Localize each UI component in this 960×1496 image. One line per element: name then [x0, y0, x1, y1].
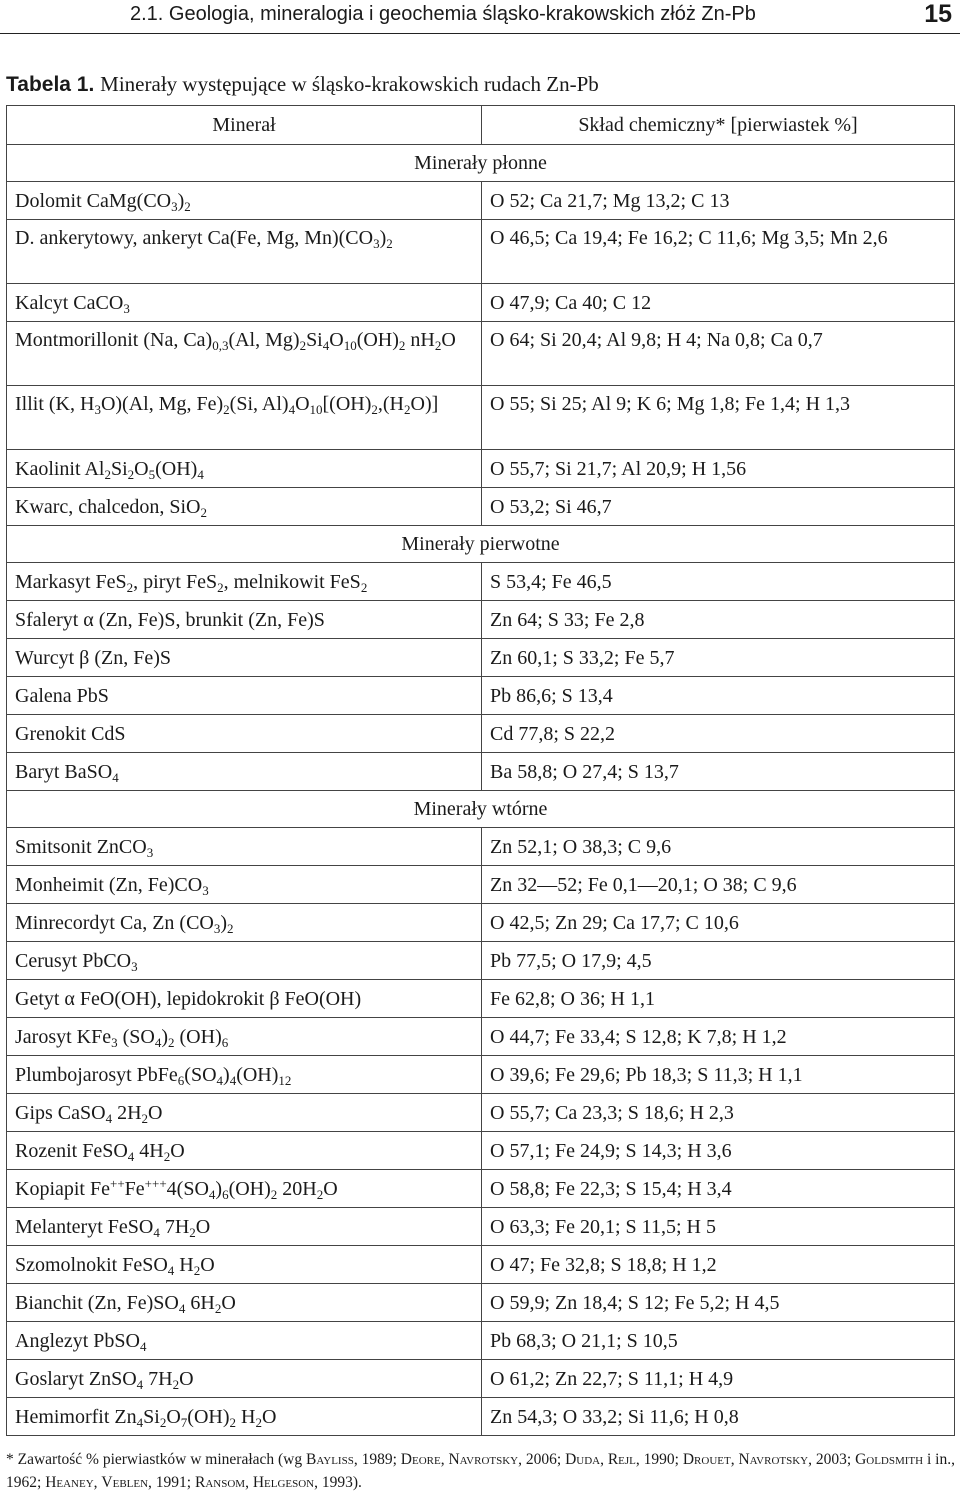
table-header-row	[7, 106, 955, 145]
table-row	[7, 866, 955, 904]
section-row	[7, 791, 955, 828]
table-row	[7, 904, 955, 942]
composition-cell: O 59,9; Zn 18,4; S 12; Fe 5,2; H 4,5	[482, 1284, 955, 1322]
table-label: Tabela 1.	[6, 73, 95, 96]
composition-cell: O 53,2; Si 46,7	[482, 488, 955, 526]
composition-cell: Pb 68,3; O 21,1; S 10,5	[482, 1322, 955, 1360]
table-row	[7, 828, 955, 866]
table-row	[7, 488, 955, 526]
mineral-cell: Bianchit (Zn, $Fe)SO_4$ $6H_2O$	[7, 1284, 482, 1322]
mineral-cell: Anglezyt PbSO$_4$	[7, 1322, 482, 1360]
composition-cell: O 57,1; Fe 24,9; S 14,3; H 3,6	[482, 1132, 955, 1170]
composition-cell: O 55,7; Si 21,7; Al 20,9; H 1,56	[482, 450, 955, 488]
mineral-cell: Melanteryt FeSO$_4$ $7H_2O$	[7, 1208, 482, 1246]
composition-cell: O 47; Fe 32,8; S 18,8; H 1,2	[482, 1246, 955, 1284]
table-title: Minerały występujące w śląsko-krakowskich rudach Zn-Pb	[100, 72, 599, 96]
table-caption	[6, 72, 599, 97]
table-row	[7, 1360, 955, 1398]
composition-cell: O 64; Si 20,4; Al 9,8; H 4; Na 0,8; Ca 0,7	[482, 322, 955, 386]
table-row	[7, 639, 955, 677]
composition-cell: Pb 86,6; S 13,4	[482, 677, 955, 715]
composition-cell: O 44,7; Fe 33,4; S 12,8; K 7,8; H 1,2	[482, 1018, 955, 1056]
mineral-cell: Minrecordyt Ca, Zn $(CO_3)_2$	[7, 904, 482, 942]
table-row	[7, 677, 955, 715]
mineral-cell: Cerusyt PbCO$_3$	[7, 942, 482, 980]
composition-cell: Fe 62,8; O 36; H 1,1	[482, 980, 955, 1018]
mineral-cell: Sfaleryt α (Zn, Fe)S, brunkit (Zn, Fe)S	[7, 601, 482, 639]
mineral-cell: Illit (K, $H_3O)(Al$, Mg, $Fe)_2(Si$, $Al)_4O_{10}[(OH)_2,(H_2O)]$	[7, 386, 482, 450]
section-heading: Minerały wtórne	[7, 791, 955, 828]
mineral-cell: Montmorillonit (Na, $Ca)_{0,3}(Al$, $Mg)_2Si_4O_{10}(OH)_2$ $nH_2O$	[7, 322, 482, 386]
composition-cell: O 42,5; Zn 29; Ca 17,7; C 10,6	[482, 904, 955, 942]
column-header-mineral: Minerał	[7, 106, 482, 145]
table-row	[7, 322, 955, 386]
table-row	[7, 563, 955, 601]
table-row	[7, 220, 955, 284]
composition-cell: Zn 60,1; S 33,2; Fe 5,7	[482, 639, 955, 677]
mineral-cell: Kaolinit $Al_2Si_2O_5(OH)_4$	[7, 450, 482, 488]
page-header	[0, 0, 960, 34]
composition-cell: O 52; Ca 21,7; Mg 13,2; C 13	[482, 182, 955, 220]
mineral-cell: Grenokit CdS	[7, 715, 482, 753]
section-row	[7, 526, 955, 563]
table-row	[7, 182, 955, 220]
section-heading: Minerały pierwotne	[7, 526, 955, 563]
composition-cell: Zn 32—52; Fe 0,1—20,1; O 38; C 9,6	[482, 866, 955, 904]
page-number: 15	[924, 0, 952, 28]
table-row	[7, 1018, 955, 1056]
table-row	[7, 1132, 955, 1170]
mineral-cell: Smitsonit ZnCO$_3$	[7, 828, 482, 866]
mineral-cell: Wurcyt β (Zn, Fe)S	[7, 639, 482, 677]
mineral-cell: D. ankerytowy, ankeryt Ca(Fe, Mg, $Mn)(CO_3)_2$	[7, 220, 482, 284]
composition-cell: Ba 58,8; O 27,4; S 13,7	[482, 753, 955, 791]
composition-cell: S 53,4; Fe 46,5	[482, 563, 955, 601]
mineral-cell: Kwarc, chalcedon, SiO$_2$	[7, 488, 482, 526]
mineral-cell: Dolomit $CaMg(CO_3)_2$	[7, 182, 482, 220]
mineral-cell: Baryt BaSO$_4$	[7, 753, 482, 791]
table-row	[7, 1208, 955, 1246]
composition-cell: Cd 77,8; S 22,2	[482, 715, 955, 753]
composition-cell: Pb 77,5; O 17,9; 4,5	[482, 942, 955, 980]
section-title: 2.1. Geologia, mineralogia i geochemia śląsko-krakowskich złóż Zn-Pb	[130, 3, 756, 25]
mineral-cell: Gips CaSO$_4$ $2H_2O$	[7, 1094, 482, 1132]
table-row	[7, 980, 955, 1018]
composition-cell: O 46,5; Ca 19,4; Fe 16,2; C 11,6; Mg 3,5; Mn 2,6	[482, 220, 955, 284]
mineral-cell: Szomolnokit FeSO$_4$ $H_2O$	[7, 1246, 482, 1284]
table-row	[7, 1322, 955, 1360]
mineral-cell: Plumbojarosyt $PbFe_6(SO_4)_4(OH)_{12}$	[7, 1056, 482, 1094]
table-row	[7, 1170, 955, 1208]
table-row	[7, 1094, 955, 1132]
column-header-composition: Skład chemiczny* [pierwiastek %]	[482, 106, 955, 145]
mineral-cell: Kopiapit $Fe^{++}Fe^{+++}4(SO_4)_6(OH)_2$ $20H_2O$	[7, 1170, 482, 1208]
table-row	[7, 753, 955, 791]
section-row	[7, 145, 955, 182]
composition-cell: Zn 54,3; O 33,2; Si 11,6; H 0,8	[482, 1398, 955, 1436]
table-row	[7, 942, 955, 980]
table-body	[7, 145, 955, 1436]
mineral-cell: Goslaryt ZnSO$_4$ $7H_2O$	[7, 1360, 482, 1398]
mineral-cell: Galena PbS	[7, 677, 482, 715]
composition-cell: O 39,6; Fe 29,6; Pb 18,3; S 11,3; H 1,1	[482, 1056, 955, 1094]
mineral-cell: Hemimorfit $Zn_4Si_2O_7(OH)_2$ $H_2O$	[7, 1398, 482, 1436]
table-row	[7, 450, 955, 488]
composition-cell: O 47,9; Ca 40; C 12	[482, 284, 955, 322]
mineral-cell: Getyt α FeO(OH), lepidokrokit β FeO(OH)	[7, 980, 482, 1018]
composition-cell: O 63,3; Fe 20,1; S 11,5; H 5	[482, 1208, 955, 1246]
table-row	[7, 1056, 955, 1094]
minerals-table	[6, 105, 955, 1436]
table-row	[7, 601, 955, 639]
composition-cell: O 55,7; Ca 23,3; S 18,6; H 2,3	[482, 1094, 955, 1132]
table-row	[7, 1284, 955, 1322]
mineral-cell: Kalcyt CaCO$_3$	[7, 284, 482, 322]
mineral-cell: Monheimit (Zn, $Fe)CO_3$	[7, 866, 482, 904]
composition-cell: O 58,8; Fe 22,3; S 15,4; H 3,4	[482, 1170, 955, 1208]
footnote: * Zawartość % pierwiastków w minerałach (wg Bayliss, 1989; Deore, Navrotsky, 2006; Duda, Rejl, 1990; Drouet, Navrotsky, 2003; Goldsmith i in., 1962; Heaney, Veblen, 1991; Ransom, Helgeson, 1993).	[6, 1451, 955, 1491]
composition-cell: Zn 52,1; O 38,3; C 9,6	[482, 828, 955, 866]
composition-cell: O 55; Si 25; Al 9; K 6; Mg 1,8; Fe 1,4; H 1,3	[482, 386, 955, 450]
table-row	[7, 1398, 955, 1436]
mineral-cell: Markasyt FeS$_2$, piryt FeS$_2$, melnikowit FeS$_2$	[7, 563, 482, 601]
mineral-cell: Jarosyt KFe$_3$ $(SO_4)_2$ $(OH)_6$	[7, 1018, 482, 1056]
table-row	[7, 1246, 955, 1284]
table-row	[7, 715, 955, 753]
section-heading: Minerały płonne	[7, 145, 955, 182]
table-row	[7, 284, 955, 322]
table-row	[7, 386, 955, 450]
mineral-cell: Rozenit FeSO$_4$ $4H_2O$	[7, 1132, 482, 1170]
composition-cell: Zn 64; S 33; Fe 2,8	[482, 601, 955, 639]
composition-cell: O 61,2; Zn 22,7; S 11,1; H 4,9	[482, 1360, 955, 1398]
